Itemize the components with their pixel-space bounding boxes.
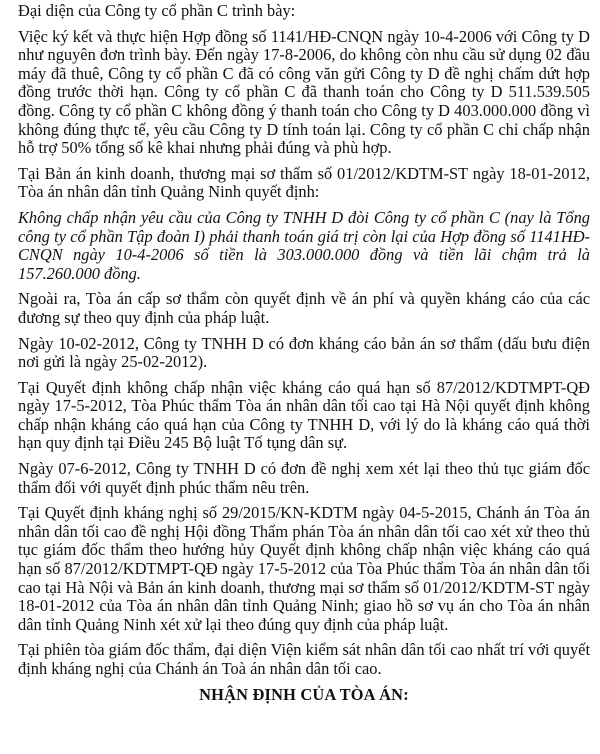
paragraph-first-instance-judgment: Tại Bản án kinh doanh, thương mại sơ thẩm số 01/2012/KDTM-ST ngày 18-01-2012, Tòa án nhân dân tỉnh Quảng Ninh quyết định: — [18, 163, 590, 202]
paragraph-defendant-statement: Việc ký kết và thực hiện Hợp đồng số 1141/HĐ-CNQN ngày 10-4-2006 với Công ty D như nguyên đơn trình bày. Đến ngày 17-8-2006, do không còn nhu cầu sử dụng 02 đầu máy đã thuê, Công ty cổ phần C đã có công văn gửi Công ty D đề nghị chấm dứt hợp đồng trước thời hạn. Công ty cổ phần C đã thanh toán cho Công ty D 511.539.505 đồng. Công ty cổ phần C không đồng ý thanh toán cho Công ty D 403.000.000 đồng vì không đúng thực tế, yêu cầu Công ty D tính toán lại. Công ty cổ phần C chỉ chấp nhận hỗ trợ 50% tổng số kê khai nhưng phải đúng và phù hợp. — [18, 26, 590, 158]
paragraph-protest-decision: Tại Quyết định kháng nghị số 29/2015/KN-KDTM ngày 04-5-2015, Chánh án Tòa án nhân dân tối cao đề nghị Hội đồng Thẩm phán Tòa án nhân dân tối cao xét xử theo thủ tục giám đốc thẩm theo hướng hủy Quyết định không chấp nhận việc kháng cáo quá hạn số 87/2012/KDTMPT-QĐ ngày 17-5-2012 của Tòa Phúc thẩm Tòa án nhân dân tối cao tại Hà Nội và Bản án kinh doanh, thương mại sơ thẩm số 01/2012/KDTM-ST ngày 18-01-2012 của Tòa án nhân dân tỉnh Quảng Ninh; giao hồ sơ vụ án cho Tòa án nhân dân tỉnh Quảng Ninh xét xử lại theo đúng quy định của pháp luật. — [18, 503, 590, 634]
paragraph-procuracy-opinion: Tại phiên tòa giám đốc thẩm, đại diện Viện kiểm sát nhân dân tối cao nhất trí với quyết định kháng nghị của Chánh án Toà án nhân dân tối cao. — [18, 640, 590, 678]
section-heading: NHẬN ĐỊNH CỦA TÒA ÁN: — [199, 684, 409, 704]
paragraph-appeal-filing: Ngày 10-02-2012, Công ty TNHH D có đơn kháng cáo bản án sơ thẩm (dấu bưu điện nơi gửi là ngày 25-02-2012). — [18, 333, 590, 372]
paragraph-judgment-decision: Không chấp nhận yêu cầu của Công ty TNHH D đòi Công ty cổ phần C (nay là Tổng công ty cổ phần Tập đoàn I) phải thanh toán giá trị còn lại của Hợp đồng số 1141HĐ-CNQN ngày 10-4-2006 số tiền là 303.000.000 đồng và tiền lãi chậm trả là 157.260.000 đồng. — [18, 207, 590, 283]
paragraph-late-appeal-decision: Tại Quyết định không chấp nhận việc kháng cáo quá hạn số 87/2012/KDTMPT-QĐ ngày 17-5-2012, Tòa Phúc thẩm Tòa án nhân dân tối cao tại Hà Nội quyết định không chấp nhận kháng cáo quá hạn của Công ty TNHH D, với lý do là kháng cáo quá thời hạn quy định tại Điều 245 Bộ luật Tố tụng dân sự. — [18, 377, 590, 453]
paragraph-defendant-intro: Đại diện của Công ty cổ phần C trình bày: — [18, 1, 296, 20]
paragraph-court-fees: Ngoài ra, Tòa án cấp sơ thẩm còn quyết định về án phí và quyền kháng cáo của các đương sự theo quy định của pháp luật. — [18, 289, 590, 327]
paragraph-review-request: Ngày 07-6-2012, Công ty TNHH D có đơn đề nghị xem xét lại theo thủ tục giám đốc thẩm đối với quyết định phúc thẩm nêu trên. — [18, 459, 590, 497]
